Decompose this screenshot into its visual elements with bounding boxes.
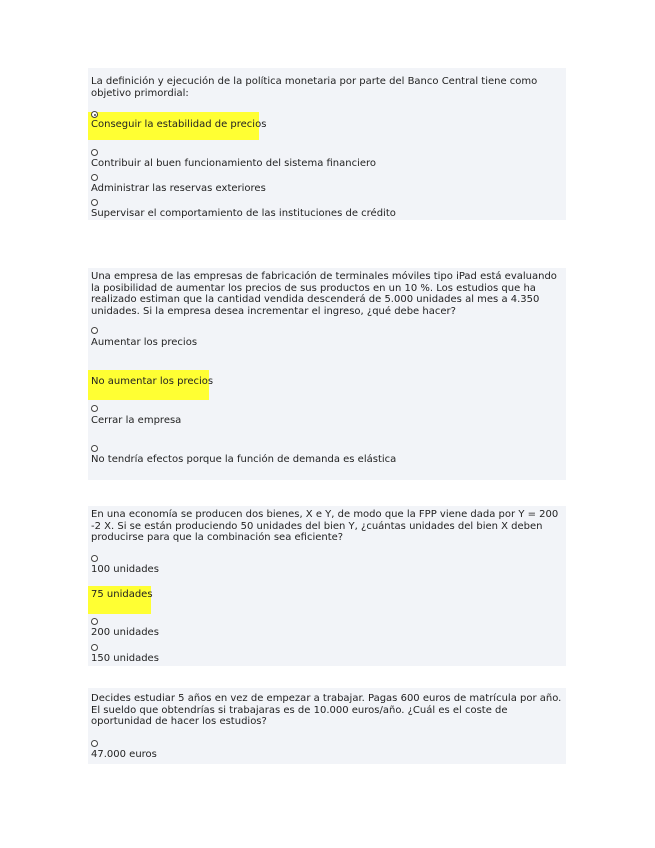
option-label[interactable]: 47.000 euros bbox=[91, 749, 157, 760]
question-block-3 bbox=[88, 506, 566, 666]
radio-option[interactable] bbox=[91, 405, 98, 412]
radio-option[interactable] bbox=[91, 555, 98, 562]
radio-option[interactable] bbox=[91, 111, 98, 118]
radio-option[interactable] bbox=[91, 618, 98, 625]
option-label[interactable]: 200 unidades bbox=[91, 627, 159, 638]
option-label[interactable]: 75 unidades bbox=[91, 589, 153, 600]
question-text: En una economía se producen dos bienes, X e Y, de modo que la FPP viene dada por Y = 200 -2 X. Si se están produciendo 50 unidades del bien Y, ¿cuántas unidades del bien X deben producirse para que la combinación sea eficiente? bbox=[91, 509, 559, 543]
question-text: Una empresa de las empresas de fabricación de terminales móviles tipo iPad está evaluando la posibilidad de aumentar los precios de sus productos en un 10 %. Los estudios que ha realizado estiman que la cantidad vendida descenderá de 5.000 unidades al mes a 4.350 unidades. Si la empresa desea incrementar el ingreso, ¿qué debe hacer? bbox=[91, 271, 557, 317]
question-text: Decides estudiar 5 años en vez de empezar a trabajar. Pagas 600 euros de matrícula por año. El sueldo que obtendrías si trabajaras es de 10.000 euros/año. ¿Cuál es el coste de oportunidad de hacer los estudios? bbox=[91, 693, 562, 727]
option-label[interactable]: Supervisar el comportamiento de las instituciones de crédito bbox=[91, 208, 396, 219]
option-label[interactable]: Contribuir al buen funcionamiento del sistema financiero bbox=[91, 158, 377, 169]
question-block-2 bbox=[88, 268, 566, 480]
question-block-1 bbox=[88, 68, 566, 220]
option-label[interactable]: Cerrar la empresa bbox=[91, 415, 182, 426]
radio-option[interactable] bbox=[91, 740, 98, 747]
question-block-4 bbox=[88, 688, 566, 764]
option-label[interactable]: Conseguir la estabilidad de precios bbox=[91, 119, 267, 130]
radio-option[interactable] bbox=[91, 199, 98, 206]
question-text: La definición y ejecución de la política monetaria por parte del Banco Central tiene como objetivo primordial: bbox=[91, 76, 538, 99]
option-label[interactable]: 150 unidades bbox=[91, 653, 159, 664]
option-label[interactable]: Administrar las reservas exteriores bbox=[91, 183, 266, 194]
option-label[interactable]: 100 unidades bbox=[91, 564, 159, 575]
option-label[interactable]: No aumentar los precios bbox=[91, 376, 214, 387]
radio-option[interactable] bbox=[91, 644, 98, 651]
radio-option[interactable] bbox=[91, 327, 98, 334]
option-label[interactable]: No tendría efectos porque la función de demanda es elástica bbox=[91, 454, 397, 465]
radio-option[interactable] bbox=[91, 149, 98, 156]
radio-option[interactable] bbox=[91, 174, 98, 181]
option-label[interactable]: Aumentar los precios bbox=[91, 337, 198, 348]
radio-option[interactable] bbox=[91, 445, 98, 452]
